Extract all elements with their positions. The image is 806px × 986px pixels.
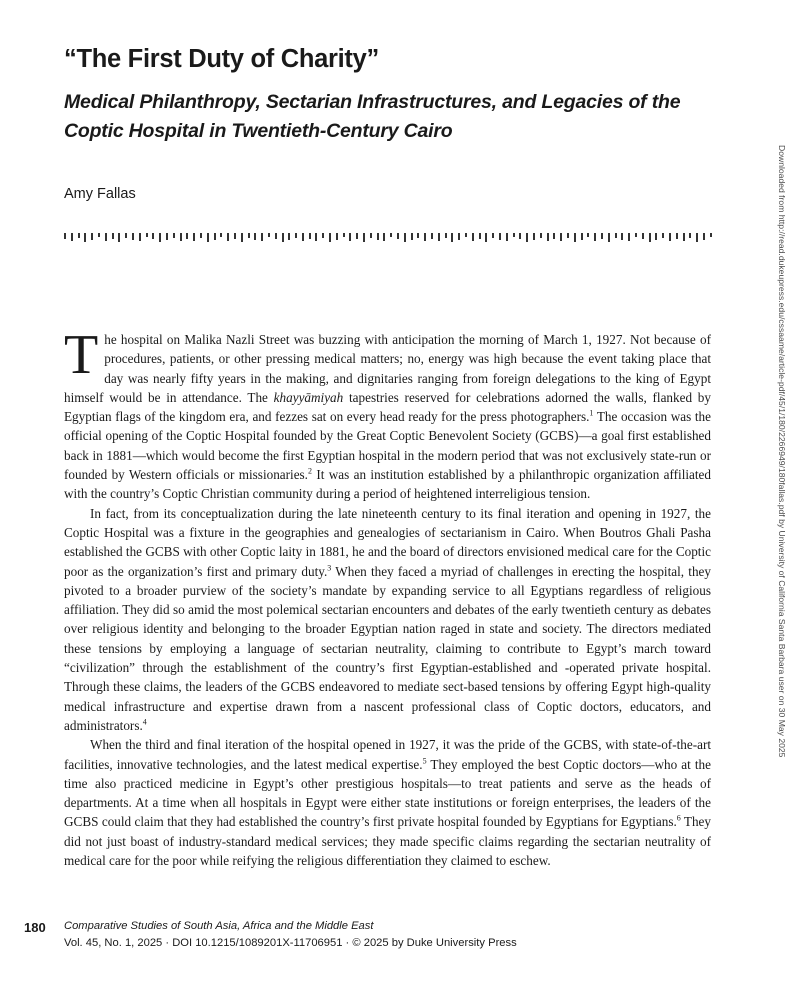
italic-term: khayyāmiyah (273, 389, 344, 405)
divider-tick (139, 233, 141, 241)
paragraph-1-text-c: The occasion was the official opening of the Coptic Hospital founded by the Great Coptic Benevolent Society (GCBS)—a goal first established back in 1881—which would become the first Egyptian hospital in the modern period that was not exclusively state-run or founded by Western officials or missionaries. (64, 409, 711, 483)
article-title: “The First Duty of Charity” (64, 45, 379, 73)
divider-tick (193, 233, 195, 241)
divider-tick (227, 233, 229, 241)
divider-tick (472, 233, 474, 241)
divider-tick (404, 233, 406, 242)
divider-tick (356, 233, 358, 239)
divider-tick (662, 233, 664, 238)
article-subtitle: Medical Philanthropy, Sectarian Infrastructures, and Legacies of the Coptic Hospital in Twentieth-Century Cairo (64, 91, 681, 142)
divider-tick (234, 233, 236, 239)
divider-tick (363, 233, 365, 242)
divider-tick (214, 233, 216, 240)
divider-tick (397, 233, 399, 239)
paragraph-1 (64, 324, 711, 504)
divider-tick (540, 233, 542, 238)
divider-tick (581, 233, 583, 240)
divider-tick (315, 233, 317, 241)
divider-tick (295, 233, 297, 238)
divider-tick (377, 233, 379, 240)
divider-tick (499, 233, 501, 240)
divider-tick (676, 233, 678, 239)
divider-tick (438, 233, 440, 241)
divider-tick (479, 233, 481, 239)
divider-tick (601, 233, 603, 239)
divider-tick (180, 233, 182, 241)
divider-tick (649, 233, 651, 242)
divider-tick (703, 233, 705, 240)
paragraph-2-text-a: In fact, from its conceptualization during the late nineteenth century to its final iteration and opening in 1927, the Coptic Hospital was a fixture in the geographies and genealogies of sectarianism in Cairo. When Boutros Ghali Pasha established the GCBS with other Coptic laity in 1881, he and the board of directors envisioned medical care for the Coptic poor as the organization’s first and primary duty. (64, 505, 711, 579)
footnote-ref-1[interactable]: 1 (589, 408, 594, 418)
divider-tick (186, 233, 188, 239)
divider-tick (594, 233, 596, 241)
divider-tick (492, 233, 494, 238)
author-name: Amy Fallas (64, 186, 136, 202)
divider-tick (696, 233, 698, 242)
footnote-ref-4[interactable]: 4 (142, 717, 147, 727)
divider-tick (431, 233, 433, 239)
divider-tick (411, 233, 413, 240)
paragraph-3-text-b: They employed the best Coptic doctors—who at the time also practiced medicine in Egypt’s other prestigious hospitals—to treat patients and serve as the heads of departments. At a time when all hospitals in Egypt were either state institutions or foreign enterprises, the leaders of the GCBS could claim that they had established the country’s first private hospital founded by Egyptians for Egyptians. (64, 756, 711, 830)
footnote-ref-3[interactable]: 3 (327, 563, 332, 573)
divider-tick (683, 233, 685, 241)
divider-tick (84, 233, 86, 242)
divider-tick (390, 233, 392, 237)
divider-tick (458, 233, 460, 240)
divider-tick (635, 233, 637, 237)
divider-tick (547, 233, 549, 241)
divider-tick (112, 233, 114, 239)
divider-tick (655, 233, 657, 240)
drop-cap: T (64, 324, 99, 386)
divider-tick (152, 233, 154, 239)
divider-tick (689, 233, 691, 238)
journal-citation: Vol. 45, No. 1, 2025 · DOI 10.1215/1089201X-11706951 · © 2025 by Duke University Press (64, 937, 517, 949)
divider-tick (567, 233, 569, 238)
divider-tick (261, 233, 263, 241)
paragraph-2 (64, 504, 711, 736)
divider-tick (560, 233, 562, 241)
divider-tick (322, 233, 324, 238)
divider-tick (71, 233, 73, 241)
divider-tick (282, 233, 284, 242)
divider-tick (519, 233, 521, 239)
paragraph-1-text-d: It was an institution established by a philanthropic organization affiliated with the country’s Coptic Christian community during a period of heightened interreligious tension. (64, 467, 711, 502)
divider-tick (383, 233, 385, 241)
decorative-divider (64, 233, 712, 242)
divider-tick (248, 233, 250, 238)
paragraph-1-text-a: he hospital on Malika Nazli Street was buzzing with anticipation the morning of March 1, 1927. Not because of procedures, patients, or other pressing medical matters; no, energy was high because the event taking place that day was nearly fifty years in the making, and dignitaries ranging from foreign delegations to the king of Egypt himself would be in attendance. The (64, 332, 711, 405)
paragraph-3-text-a: When the third and final iteration of the hospital opened in 1927, it was the pride of the GCBS, with state-of-the-art facilities, innovative technologies, and the latest medical expertise. (64, 737, 711, 772)
divider-tick (241, 233, 243, 242)
divider-tick (91, 233, 93, 240)
divider-tick (417, 233, 419, 238)
divider-tick (642, 233, 644, 239)
divider-tick (506, 233, 508, 241)
divider-tick (615, 233, 617, 238)
paragraph-2-text-b: When they faced a myriad of challenges in erecting the hospital, they pivoted to a broader purview of the society’s mandate by expanding service to all Egyptians regardless of religious affiliation. They did so amid the most polemical sectarian encounters and debates of the early twentieth century as debates over religious identity and belonging to the broader Egyptian nation raged in state and society. The directors mediated these tensions by employing a language of sectarian neutrality, claiming to contribute to Egypt’s march toward “civilization” through the establishment of the country’s first Egyptian-established and -operated private hospital. Through these claims, the leaders of the GCBS endeavored to mediate sect-based tensions by offering Egypt high-quality medical infrastructure and expertise drawn from a nascent professional class of Coptic doctors, educators, and administrators. (64, 563, 711, 733)
paragraph-3 (64, 735, 711, 870)
footnote-ref-5[interactable]: 5 (422, 756, 427, 766)
divider-tick (64, 233, 66, 239)
divider-tick (451, 233, 453, 242)
divider-tick (275, 233, 277, 239)
divider-tick (608, 233, 610, 242)
divider-tick (349, 233, 351, 241)
divider-tick (125, 233, 127, 238)
divider-tick (268, 233, 270, 237)
divider-tick (621, 233, 623, 240)
divider-tick (574, 233, 576, 242)
divider-tick (533, 233, 535, 240)
divider-tick (445, 233, 447, 238)
divider-tick (526, 233, 528, 242)
divider-tick (669, 233, 671, 241)
divider-tick (173, 233, 175, 238)
divider-tick (587, 233, 589, 237)
journal-name: Comparative Studies of South Asia, Africa and the Middle East (64, 920, 374, 932)
divider-tick (343, 233, 345, 237)
divider-tick (309, 233, 311, 239)
divider-tick (254, 233, 256, 240)
divider-tick (207, 233, 209, 242)
page-number: 180 (24, 920, 46, 935)
divider-tick (288, 233, 290, 240)
divider-tick (166, 233, 168, 240)
download-watermark: Downloaded from http://read.dukeupress.edu/cssaame/article-pdf/45/1/180/2266949/180fallas.pdf by University of California Santa Barbara user on 30 May 2025 (777, 145, 787, 758)
footnote-ref-6[interactable]: 6 (676, 814, 681, 824)
divider-tick (513, 233, 515, 237)
footnote-ref-2[interactable]: 2 (307, 466, 312, 476)
article-body (64, 324, 711, 870)
divider-tick (105, 233, 107, 241)
divider-tick (200, 233, 202, 238)
divider-tick (78, 233, 80, 238)
divider-tick (132, 233, 134, 240)
divider-tick (98, 233, 100, 237)
divider-tick (159, 233, 161, 242)
paragraph-3-text-c: They did not just boast of industry-standard medical services; they made specific claims regarding the sectarian neutrality of medical care for the poor while reifying the religious differentiation they claimed to eschew. (64, 814, 711, 869)
divider-tick (628, 233, 630, 241)
divider-tick (118, 233, 120, 242)
paragraph-1-text-b: tapestries reserved for celebrations adorned the walls, flanked by Egyptian flags of the kingdom era, and fezzes sat on every head ready for the press photographers. (64, 389, 711, 425)
divider-tick (553, 233, 555, 239)
divider-tick (220, 233, 222, 237)
divider-tick (302, 233, 304, 241)
divider-tick (465, 233, 467, 237)
divider-tick (485, 233, 487, 242)
divider-tick (329, 233, 331, 242)
divider-tick (424, 233, 426, 241)
divider-tick (146, 233, 148, 237)
divider-tick (710, 233, 712, 237)
divider-tick (336, 233, 338, 240)
divider-tick (370, 233, 372, 238)
